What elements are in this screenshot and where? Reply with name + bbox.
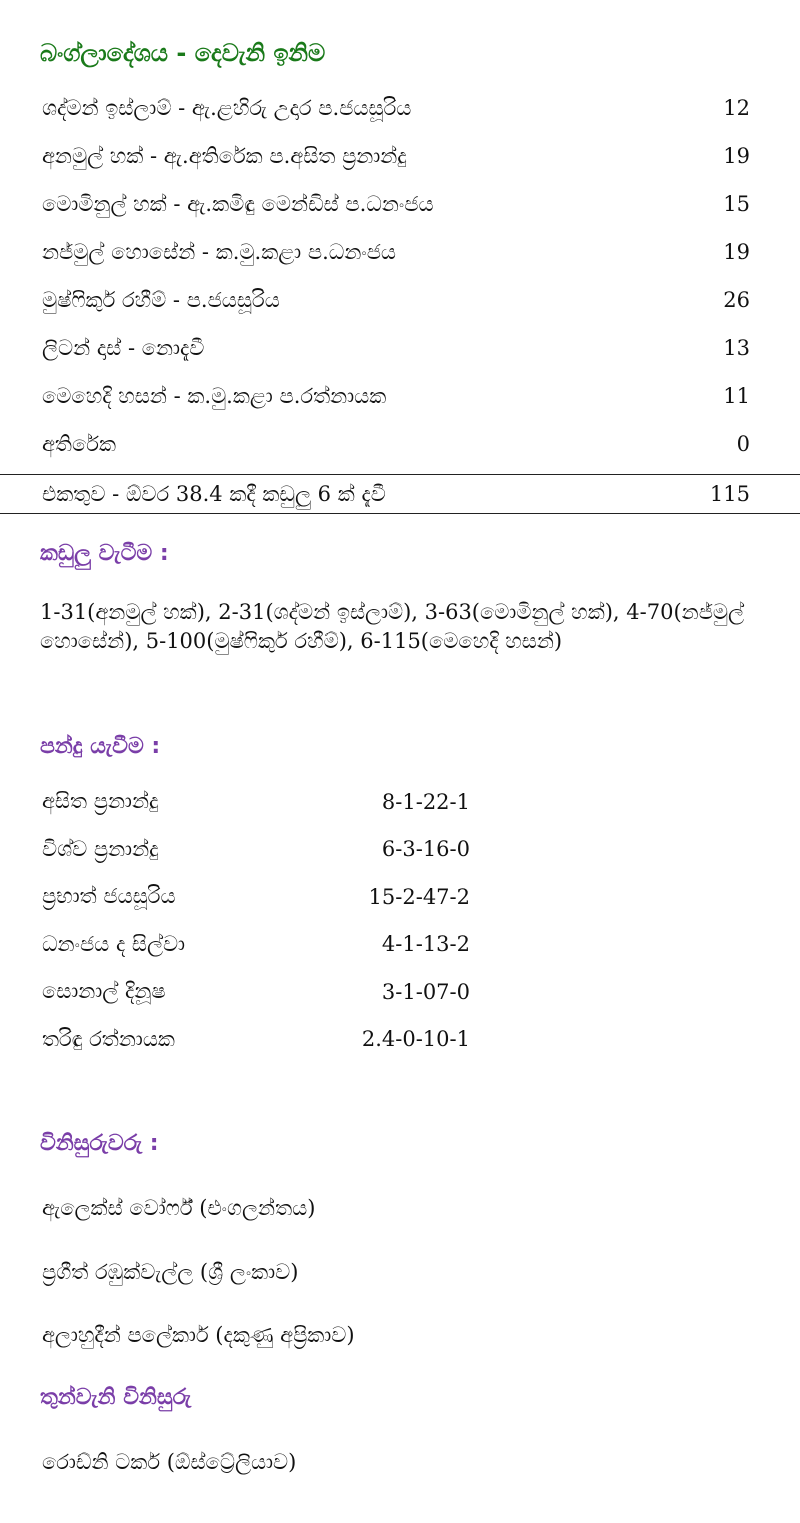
batter-name: නජ්මුල් හොසේන් - ක.මු.කළා ප.ධනංජය [42, 239, 397, 264]
bowler-figures: 6-3-16-0 [381, 837, 470, 862]
batting-row [0, 324, 800, 372]
batting-row [0, 276, 800, 324]
batter-name: මෙහෙදි හසන් - ක.මු.කළා ප.රත්නායක [42, 383, 387, 408]
batting-row [0, 180, 800, 228]
bowler-name: සොනාල් දිනූෂ [42, 979, 166, 1004]
bowling-row [42, 1016, 482, 1064]
bowling-row [42, 921, 482, 969]
batter-name: අනමුල් හක් - ඇ.අතිරේක ප.අසිත ප්‍රනාන්දු [42, 143, 407, 168]
total-label: එකතුව - ඕවර 38.4 කදී කඩුලු 6 ක් දැවී [42, 481, 386, 506]
umpires-heading: විනිසුරුවරු : [40, 1131, 159, 1156]
bowling-list [42, 778, 482, 1063]
batter-name: ශද්මන් ඉස්ලාම් - ඇ.ළහිරු උදාර ප.ජයසූරිය [42, 95, 412, 120]
batter-runs: 11 [723, 384, 750, 408]
batting-row [0, 228, 800, 276]
extras-row [0, 420, 800, 468]
batter-name: මොමිනුල් හක් - ඇ.කමිඳු මෙන්ඩිස් ප.ධනංජය [42, 191, 434, 216]
bowler-figures: 8-1-22-1 [381, 789, 470, 814]
total-row [0, 474, 800, 514]
umpire-name: අලාහුදීන් පලේකාර් (දකුණු අප්‍රිකාව) [42, 1323, 355, 1347]
batting-list [0, 84, 800, 468]
batter-runs: 19 [723, 240, 750, 264]
extras-label: අතිරේක [42, 431, 117, 456]
third-umpire-heading: තුන්වැනි විනිසුරු [40, 1385, 192, 1410]
bowler-name: විශ්ව ප්‍රනාන්දු [42, 836, 159, 861]
bowler-name: අසිත ප්‍රනාන්දු [42, 789, 159, 814]
bowling-row [42, 968, 482, 1016]
fow-heading: කඩුලු වැටීම : [40, 541, 169, 566]
bowler-name: ප්‍රභාත් ජයසූරිය [42, 884, 176, 909]
bowling-row [42, 826, 482, 874]
bowler-figures: 15-2-47-2 [368, 884, 470, 909]
batter-name: ලිටන් දාස් - නොදැවී [42, 335, 205, 360]
batter-runs: 26 [723, 288, 750, 312]
bowling-row [42, 778, 482, 826]
fow-text: 1-31(අනමුල් හක්), 2-31(ශද්මන් ඉස්ලාම්), 3-63(මොමිනුල් හක්), 4-70(නජ්මුල් හොසේන්), 5-100(මුෂ්ෆිකුර් රහීම්), 6-115(මෙහෙදි හසන්) [40, 600, 745, 653]
bowling-row [42, 873, 482, 921]
extras-runs: 0 [736, 432, 750, 456]
batter-runs: 15 [723, 192, 750, 216]
batter-runs: 13 [723, 336, 750, 360]
innings-title: බංග්ලාදේශය - දෙවැනි ඉනිම [40, 39, 326, 67]
batter-runs: 12 [723, 96, 750, 120]
batting-row [0, 84, 800, 132]
umpire-name: ඇලෙක්ස් වෝර්ෆ් (එංගලන්තය) [42, 1196, 316, 1220]
batter-name: මුෂ්ෆිකුර් රහීම් - ප.ජයසූරිය [42, 287, 280, 312]
bowling-heading: පන්දු යැවීම : [40, 734, 161, 759]
batting-row [0, 132, 800, 180]
umpire-name: ප්‍රගීත් රඹුක්වැල්ල (ශ්‍රී ලංකාව) [42, 1260, 299, 1284]
total-runs: 115 [709, 482, 750, 506]
bowler-name: තරිඳු රත්නායක [42, 1026, 175, 1051]
bowler-name: ධනංජය ද සිල්වා [42, 931, 186, 956]
bowler-figures: 2.4-0-10-1 [361, 1027, 470, 1052]
third-umpire-name: රොඩ්නි ටකර් (ඕස්ට්‍රේලියාව) [42, 1450, 297, 1474]
batting-row [0, 372, 800, 420]
bowler-figures: 4-1-13-2 [381, 932, 470, 957]
batter-runs: 19 [723, 144, 750, 168]
bowler-figures: 3-1-07-0 [381, 979, 470, 1004]
